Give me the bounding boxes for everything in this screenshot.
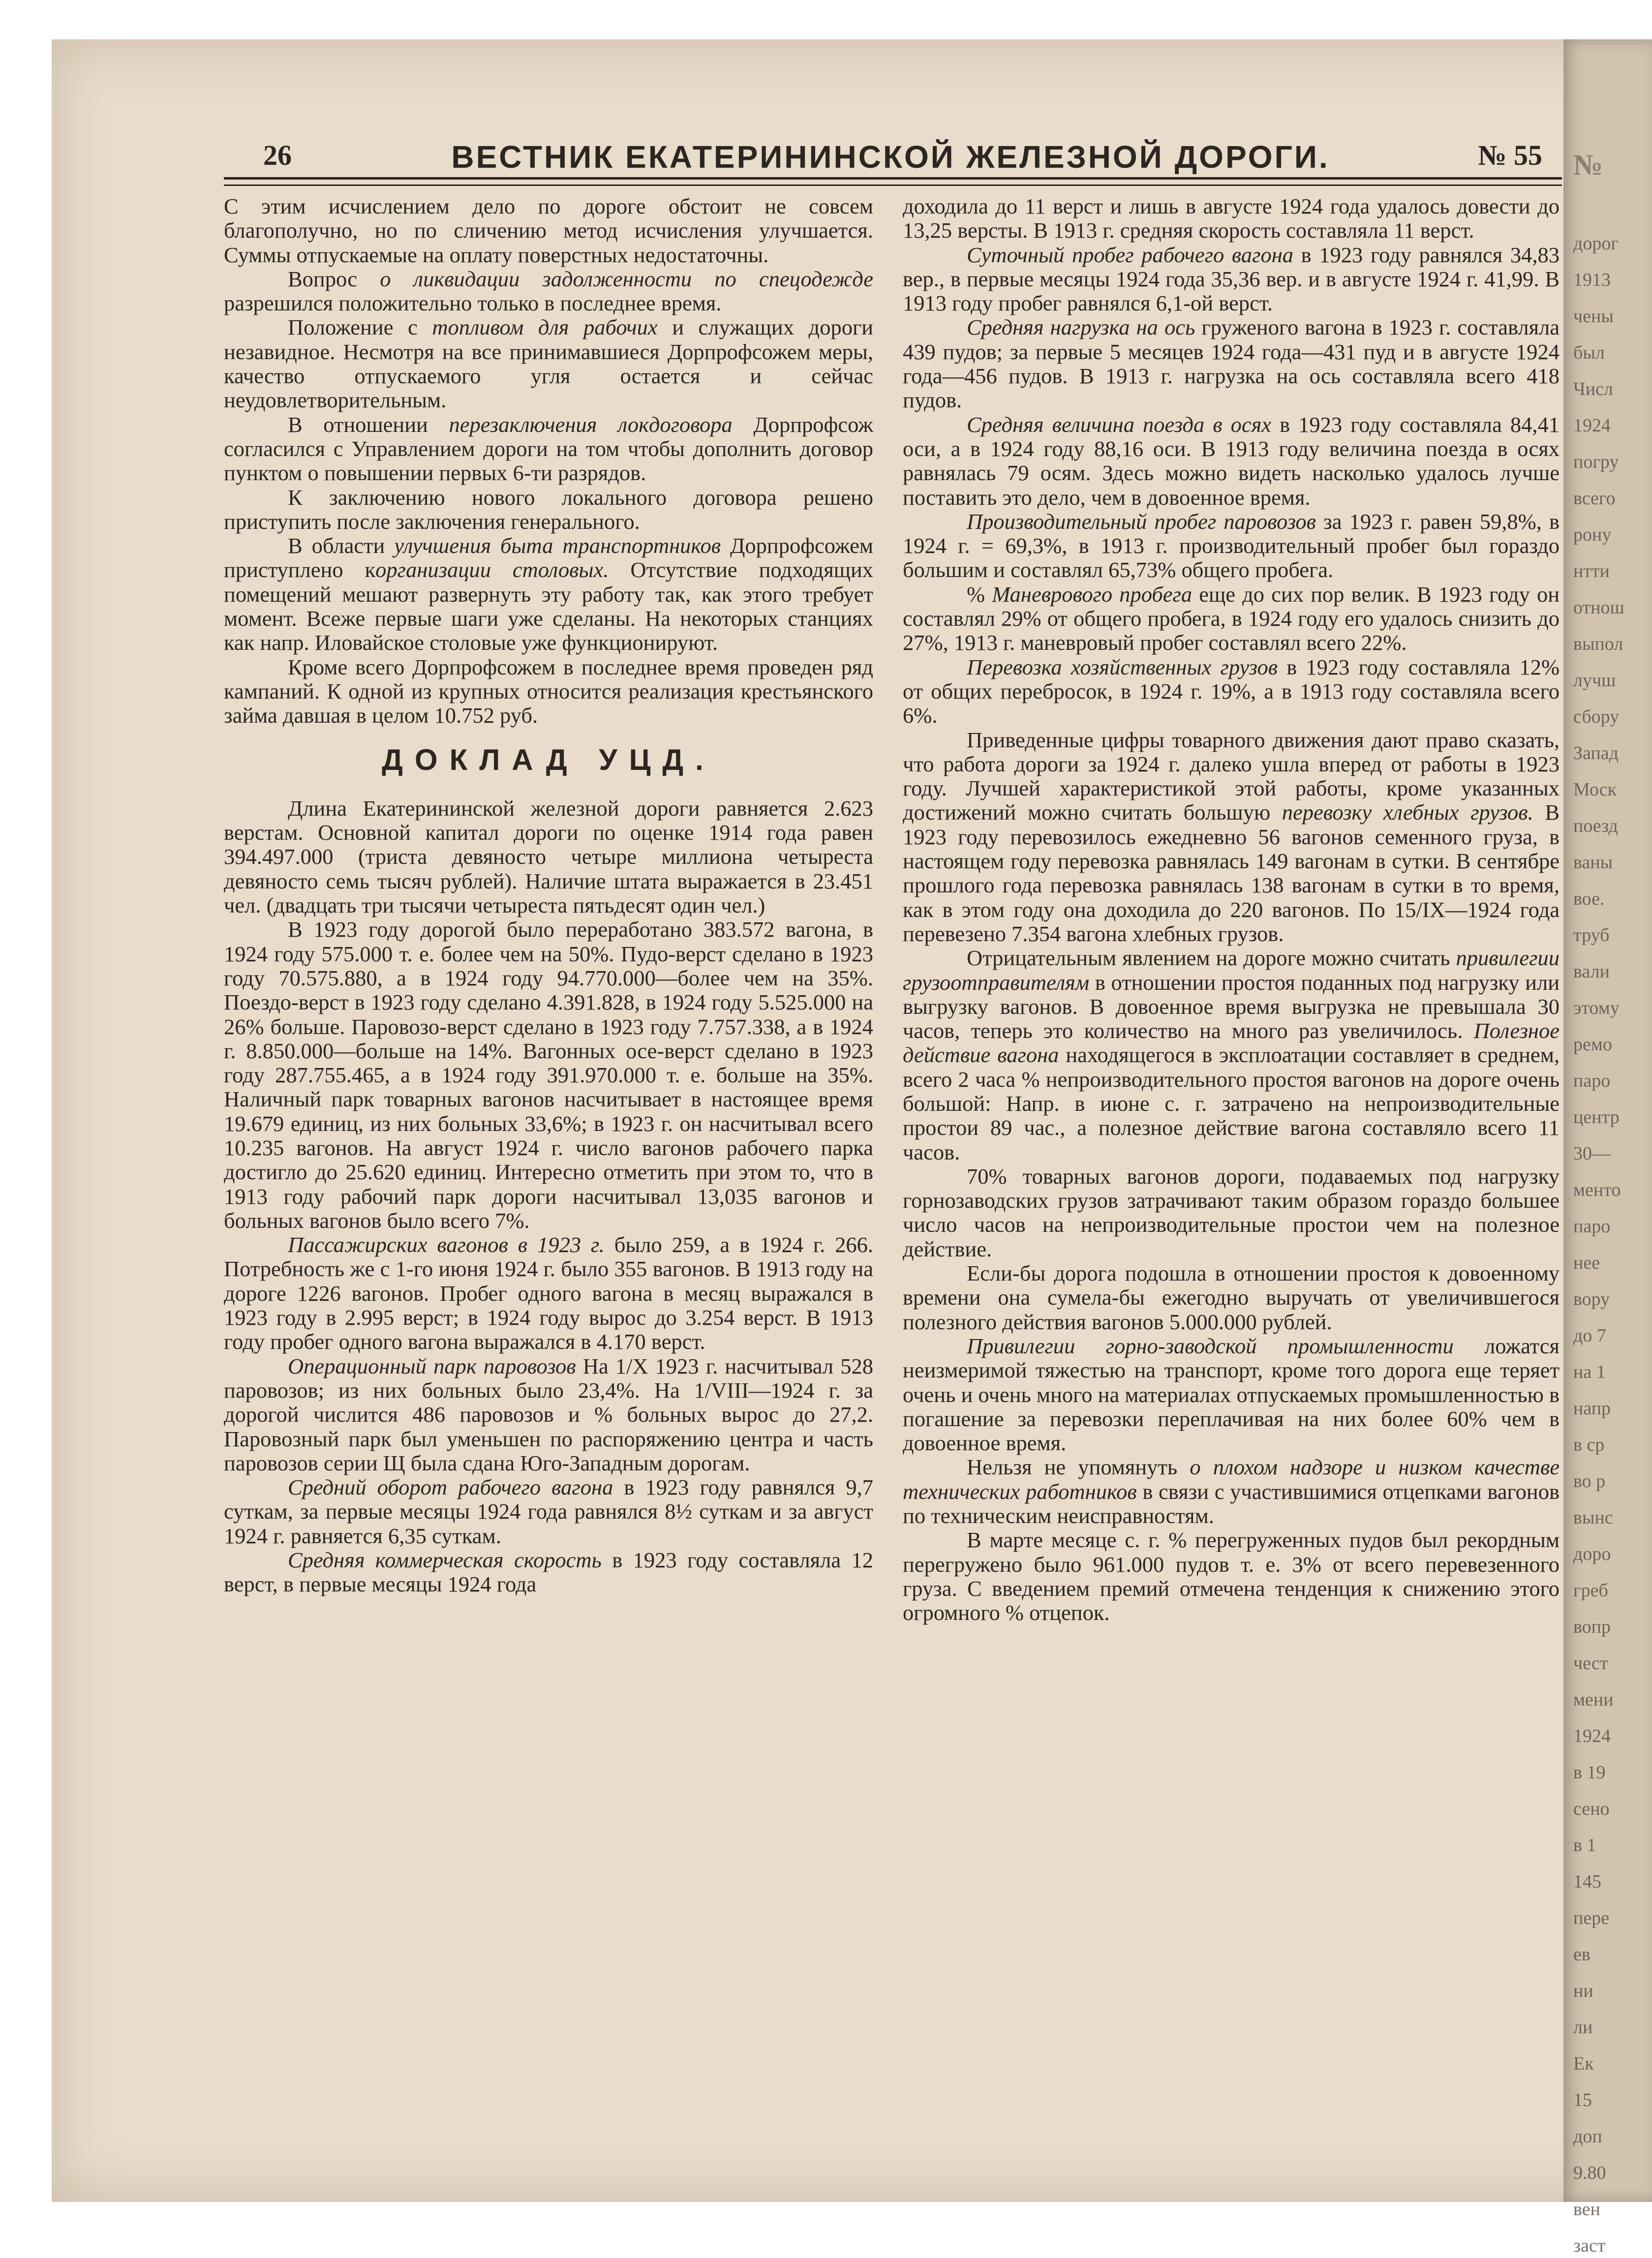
paragraph: Перевозка хозяйственных грузов в 1923 году составляла 12% от общих перебросок, в 1924 г. 19%, а в 1913 году составляла всего 6%.: [903, 654, 1560, 728]
adjacent-text-fragment: лучш: [1573, 670, 1616, 691]
paragraph: Средний оборот рабочего вагона в 1923 году равнялся 9,7 суткам, за первые месяцы 1924 года равнялся 8½ суткам и за август 1924 г. равняется 6,35 суткам.: [224, 1475, 874, 1548]
adjacent-text-fragment: Запад: [1573, 743, 1619, 763]
adjacent-text-fragment: в ср: [1573, 1434, 1605, 1455]
adjacent-text-fragment: греб: [1573, 1580, 1608, 1601]
adjacent-issue-fragment: №: [1573, 149, 1603, 181]
paragraph: % Маневрового пробега еще до сих пор велик. В 1923 году он составлял 29% от общего пробега, в 1924 году его удалось снизить до 27%, 1913 г. маневровый пробег составлял всего 22%.: [903, 581, 1560, 655]
adjacent-text-fragment: отнош: [1573, 597, 1624, 618]
adjacent-text-fragment: чест: [1573, 1653, 1608, 1674]
adjacent-text-fragment: 9.80: [1573, 2163, 1606, 2183]
adjacent-text-fragment: чены: [1573, 306, 1614, 327]
adjacent-text-fragment: мени: [1573, 1689, 1614, 1710]
paragraph: Операционный парк паровозов На 1/X 1923 г. насчитывал 528 паровозов; из них больных было 23,4%. На 1/VIII—1924 г. за дорогой числится 486 паровозов и % больных вырос до 27,2. Паровозный парк был уменьшен по распоряжению центра и часть паровозов серии Щ была сдана Юго-Западным дорогам.: [224, 1353, 873, 1475]
adjacent-text-fragment: погру: [1573, 452, 1619, 472]
adjacent-text-fragment: вен: [1573, 2199, 1600, 2220]
paragraph: В отношении перезаключения локдоговора Дорпрофсож согласился с Управлением дороги на том чтобы дополнить договор пунктом о повышении первых 6-ти разрядов.: [224, 412, 873, 486]
adjacent-text-fragment: всего: [1573, 488, 1616, 509]
paragraph: доходила до 11 верст и лишь в августе 1924 года удалось довести до 13,25 версты. В 1913 г. средняя скорость составляла 11 верст.: [903, 194, 1560, 243]
paragraph: Длина Екатерининской железной дороги равняется 2.623 верстам. Основной капитал дороги по оценке 1914 года равен 394.497.000 (триста девяносто четыре миллиона четыреста девяносто семь тысяч рублей). Наличие штата выражается в 23.451 чел. (двадцать три тысячи четыреста пятьдесят один чел.): [224, 795, 873, 918]
paragraph: Средняя величина поезда в осях в 1923 году составляла 84,41 оси, а в 1924 году 88,16 оси. В 1913 году величина поезда в осях равнялась 79 осям. Здесь можно видеть насколько удалось лучше поставить это дело, чем в довоенное время.: [903, 412, 1560, 510]
adjacent-page-edge: [1563, 39, 1652, 2256]
header-rule: [224, 177, 1562, 186]
page-header: [263, 139, 1542, 178]
adjacent-text-fragment: ни: [1573, 1981, 1593, 2001]
adjacent-text-fragment: ев: [1573, 1944, 1591, 1965]
adjacent-text-fragment: Ек: [1573, 2053, 1594, 2074]
adjacent-text-fragment: паро: [1573, 1216, 1611, 1237]
adjacent-text-fragment: поезд: [1573, 816, 1618, 836]
adjacent-text-fragment: 30—: [1573, 1143, 1611, 1164]
paragraph: Вопрос о ликвидации задолженности по спецодежде разрешился положительно только в последнее время.: [224, 266, 874, 316]
adjacent-text-fragment: ли: [1573, 2017, 1593, 2038]
paragraph: 70% товарных вагонов дороги, подаваемых под нагрузку горнозаводских грузов затрачивают таким образом гораздо большее число часов на непроизводительные простои чем на полезное действие.: [903, 1163, 1560, 1261]
adjacent-text-fragment: в 1: [1573, 1835, 1596, 1856]
adjacent-text-fragment: 1924: [1573, 1726, 1611, 1746]
newspaper-title: ВЕСТНИК ЕКАТЕРИНИНСКОЙ ЖЕЛЕЗНОЙ ДОРОГИ.: [451, 139, 1330, 175]
adjacent-text-fragment: заст: [1573, 2235, 1606, 2256]
adjacent-text-fragment: напр: [1573, 1398, 1611, 1419]
paragraph: Нельзя не упомянуть о плохом надзоре и низком качестве технических работников в связи с участившимися отцепками вагонов по техническим неисправностям.: [903, 1455, 1560, 1528]
adjacent-text-fragment: вали: [1573, 961, 1610, 982]
paragraph: Если-бы дорога подошла в отношении простоя к довоенному времени она сумела-бы ежегодно выручать от увеличившегося полезного действия вагонов 5.000.000 рублей.: [903, 1261, 1560, 1334]
adjacent-text-fragment: рону: [1573, 524, 1612, 545]
adjacent-text-fragment: пере: [1573, 1908, 1610, 1928]
adjacent-text-fragment: в 19: [1573, 1762, 1606, 1783]
paragraph: В области улучшения быта транспортников Дорпрофсожем приступлено корганизации столовых. Отсутствие подходящих помещений мешают развернуть эту работу так, как этого требует момент. Всеже первые шаги уже сделаны. На некоторых станциях как напр. Иловайское столовые уже функционируют.: [224, 533, 874, 655]
paragraph: Суточный пробег рабочего вагона в 1923 году равнялся 34,83 вер., в первые месяцы 1924 года 35,36 вер. и в августе 1924 г. 41,99. В 1913 году пробег равнялся 6,1-ой верст.: [903, 242, 1560, 316]
adjacent-text-fragment: был: [1573, 342, 1605, 363]
adjacent-text-fragment: сено: [1573, 1799, 1610, 1819]
section-heading: ДОКЛАД УЦД.: [382, 743, 715, 776]
adjacent-text-fragment: доп: [1573, 2126, 1602, 2147]
adjacent-text-fragment: до 7: [1573, 1325, 1606, 1346]
adjacent-text-fragment: Числ: [1573, 379, 1613, 399]
adjacent-text-fragment: ремо: [1573, 1034, 1612, 1055]
adjacent-text-fragment: вынс: [1573, 1507, 1613, 1528]
adjacent-text-fragment: 1913: [1573, 270, 1611, 290]
adjacent-text-fragment: 1924: [1573, 415, 1611, 436]
adjacent-text-fragment: во р: [1573, 1471, 1606, 1492]
paragraph: Привилегии горно-заводской промышленности ложатся неизмеримой тяжестью на транспорт, кроме того дорога еще теряет очень и очень много на материалах отпускаемых промышленностью в погашение за перевозки переплачивая на них более 60% чем в довоенное время.: [903, 1333, 1560, 1456]
adjacent-text-fragment: выпол: [1573, 634, 1623, 654]
paragraph: Производительный пробег паровозов за 1923 г. равен 59,8%, в 1924 г. = 69,3%, в 1913 г. производительный пробег был гораздо большим и составлял 65,73% общего пробега.: [903, 509, 1560, 582]
adjacent-text-fragment: 145: [1573, 1871, 1601, 1892]
page-number: 26: [263, 139, 292, 171]
paragraph: С этим исчислением дело по дороге обстоит не совсем благополучно, но по сличению метод исчисления улучшается. Суммы отпускаемые на оплату поверстных недостаточны.: [224, 194, 873, 267]
paragraph: Отрицательным явлением на дороге можно считать привилегии грузоотправителям в отношении простоя поданных под нагрузку или выгрузку вагонов. В довоенное время выгрузка не превышала 30 часов, теперь это количество на много раз увеличилось. Полезное действие вагона находящегося в эксплоатации составляет в среднем, всего 2 часа % непроизводительного простоя вагонов на дороге очень большой: Напр. в июне с. г. затрачено на непроизводительные простои 89 час., а полезное действие вагона составляло всего 11 часов.: [903, 946, 1560, 1164]
paragraph: К заключению нового локального договора решено приступить после заключения генерального.: [224, 485, 873, 534]
adjacent-text-fragment: нтти: [1573, 561, 1610, 581]
paragraph: Положение с топливом для рабочих и служащих дороги незавидное. Несмотря на все принимавшиеся Дорпрофсожем меры, качество отпускаемого угля остается и сейчас неудовлетворительным.: [224, 315, 874, 413]
adjacent-text-fragment: менто: [1573, 1180, 1621, 1200]
adjacent-text-fragment: вое.: [1573, 888, 1605, 909]
adjacent-text-fragment: 15: [1573, 2090, 1592, 2110]
right-column: [903, 194, 1560, 1625]
adjacent-text-fragment: труб: [1573, 925, 1610, 946]
adjacent-text-fragment: паро: [1573, 1070, 1611, 1091]
paragraph: Приведенные цифры товарного движения дают право сказать, что работа дороги за 1924 г. далеко ушла вперед от работы в 1923 году. Лучшей характеристикой этой работы, кроме указанных достижений можно считать большую перевозку хлебных грузов. В 1923 году перевозилось ежедневно 56 вагонов семенного груза, в настоящем году перевозка равнялась 149 вагонам в сутки. В сентябре прошлого года перевозка равнялась 138 вагонам в сутки в то время, как в этом году она доходила до 220 вагонов. По 15/IX—1924 года перевезено 7.354 вагона хлебных грузов.: [903, 727, 1560, 946]
paragraph: Пассажирских вагонов в 1923 г. было 259, а в 1924 г. 266. Потребность же с 1-го июня 1924 г. было 355 вагонов. В 1913 году на дороге 1226 вагонов. Пробег одного вагона в месяц выражался в 1923 году в 2.995 верст; в 1924 году вырос до 3.254 верст. В 1913 году пробег одного вагона выражался в 4.170 верст.: [224, 1232, 873, 1354]
adjacent-text-fragment: центр: [1573, 1107, 1620, 1128]
left-column: [224, 194, 873, 1597]
adjacent-text-fragment: нее: [1573, 1252, 1600, 1273]
paragraph: Средняя коммерческая скорость в 1923 году составляла 12 верст, в первые месяцы 1924 года: [224, 1548, 873, 1597]
paragraph: Кроме всего Дорпрофсожем в последнее время проведен ряд кампаний. К одной из крупных относится реализация крестьянского займа давшая в целом 10.752 руб.: [224, 654, 873, 728]
adjacent-text-fragment: доро: [1573, 1544, 1611, 1564]
adjacent-text-fragment: вопр: [1573, 1617, 1611, 1637]
adjacent-text-fragment: вору: [1573, 1289, 1610, 1310]
paragraph: В 1923 году дорогой было переработано 383.572 вагона, в 1924 году 575.000 т. е. более чем на 50%. Пудо-верст сделано в 1923 году 70.575.880, а в 1924 году 94.770.000—более чем на 35%. Поездо-верст в 1923 году сделано 4.391.828, в 1924 году 5.525.000 на 26% больше. Паровозо-верст сделано в 1923 году 7.757.338, а в 1924 г. 8.850.000—больше на 14%. Вагонных осе-верст сделано в 1923 году 287.755.465, а в 1924 году 391.970.000 т. е. больше на 35%. Наличный парк товарных вагонов насчитывает в настоящее время 19.679 единиц, из них больных 33,6%; в 1923 г. он насчитывал всего 10.235 вагонов. На август 1924 г. число вагонов рабочего парка достигло до 25.620 единиц. Интересно отметить при этом то, что в 1913 году рабочий парк дороги насчитывал 13,035 вагонов и больных вагонов было всего 7%.: [224, 917, 873, 1233]
adjacent-text-fragment: этому: [1573, 998, 1620, 1018]
adjacent-text-fragment: дорог: [1573, 233, 1619, 254]
adjacent-text-fragment: на 1: [1573, 1362, 1606, 1382]
adjacent-text-fragment: ваны: [1573, 852, 1613, 873]
issue-number: № 55: [1478, 139, 1542, 171]
paragraph: В марте месяце с. г. % перегруженных пудов был рекордным перегружено было 961.000 пудов т. е. 3% от всего перевезенного груза. С введением премий отмечена тенденция к снижению этого огромного % отцепок.: [903, 1527, 1560, 1625]
paragraph: Средняя нагрузка на ось груженого вагона в 1923 г. составляла 439 пудов; за первые 5 месяцев 1924 года—431 пуд и в августе 1924 года—456 пудов. В 1913 г. нагрузка на ось составляла всего 418 пудов.: [903, 315, 1560, 413]
adjacent-text-fragment: сбору: [1573, 706, 1620, 727]
adjacent-text-fragment: Моск: [1573, 779, 1617, 800]
